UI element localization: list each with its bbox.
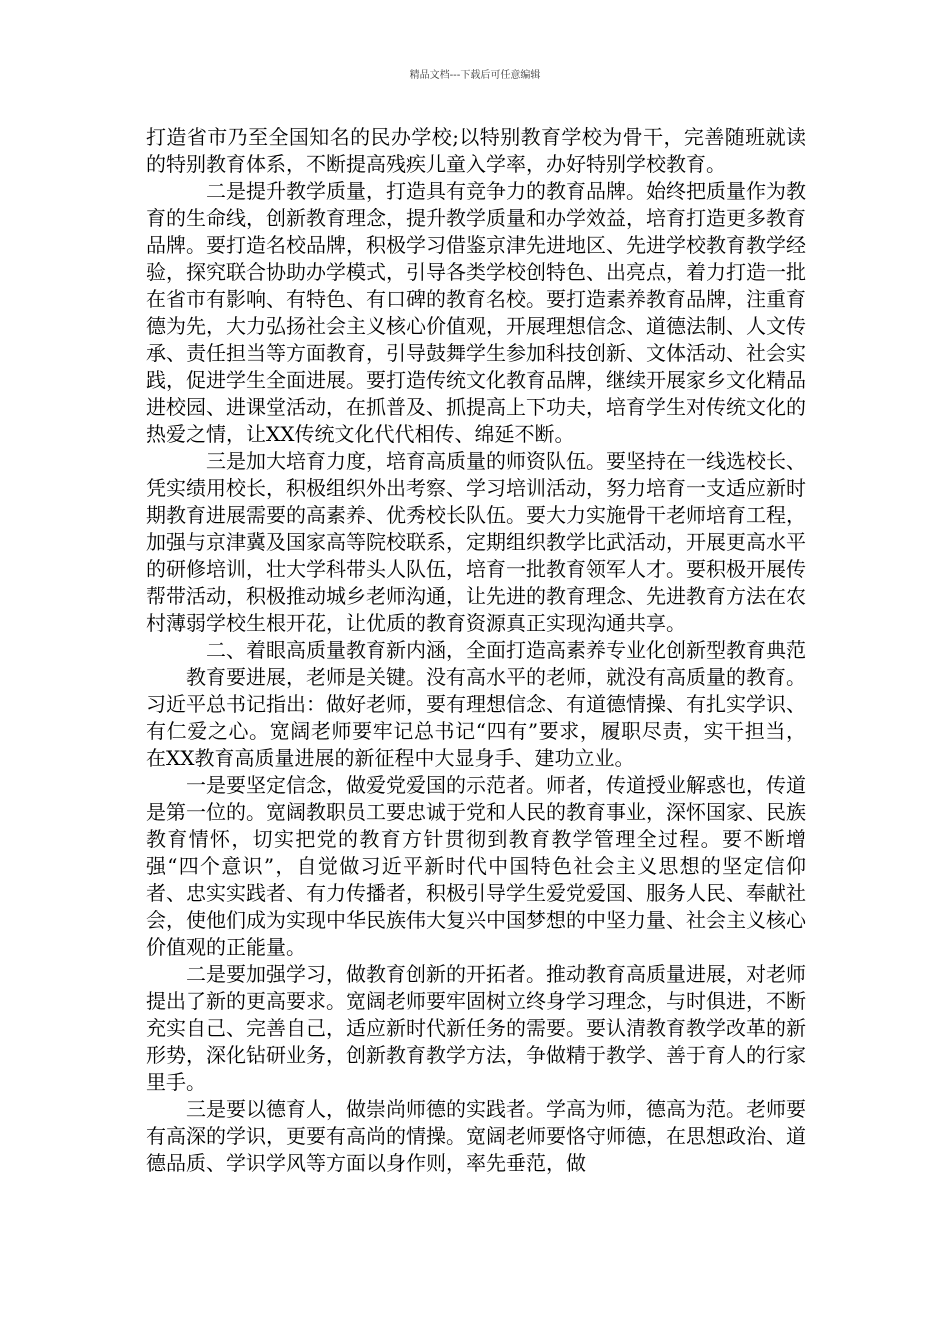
paragraph: 一是要坚定信念，做爱党爱国的示范者。师者，传道授业解惑也，传道是第一位的。宽阔教职员工要忠诚于党和人民的教育事业，深怀国家、民族教育情怀，切实把党的教育方针贯彻到教育教学管理全过程。要不断增强“四个意识”，自觉做习近平新时代中国特色社会主义思想的坚定信仰者、忠实实践者、有力传播者，积极引导学生爱党爱国、服务人民、奉献社会，使他们成为实现中华民族伟大复兴中国梦想的中坚力量、社会主义核心价值观的正能量。 [146, 773, 806, 959]
section-heading: 二、着眼高质量教育新内涵，全面打造高素养专业化创新型教育典范 [206, 638, 806, 662]
paragraph: 二是要加强学习，做教育创新的开拓者。推动教育高质量进展，对老师提出了新的更高要求。宽阔老师要牢固树立终身学习理念，与时俱进，不断充实自己、完善自己，适应新时代新任务的需要。要认清教育教学改革的新形势，深化钻研业务，创新教育教学方法，争做精于教学、善于育人的行家里手。 [146, 962, 806, 1094]
paragraph: 打造省市乃至全国知名的民办学校;以特别教育学校为骨干，完善随班就读的特别教育体系，不断提高残疾儿童入学率，办好特别学校教育。 [146, 125, 806, 176]
document-body [146, 124, 806, 1177]
paragraph: 三是要以德育人，做崇尚师德的实践者。学高为师，德高为范。老师要有高深的学识，更要有高尚的情操。宽阔老师要恪守师德，在思想政治、道德品质、学识学风等方面以身作则，率先垂范，做 [146, 1097, 806, 1175]
paragraph: 三是加大培育力度，培育高质量的师资队伍。要坚持在一线选校长、凭实绩用校长，积极组织外出考察、学习培训活动，努力培育一支适应新时期教育进展需要的高素养、优秀校长队伍。要大力实施骨干老师培育工程，加强与京津冀及国家高等院校联系，定期组织教学比武活动，开展更高水平的研修培训，壮大学科带头人队伍，培育一批教育领军人才。要积极开展传帮带活动，积极推动城乡老师沟通，让先进的教育理念、先进教育方法在农村薄弱学校生根开花，让优质的教育资源真正实现沟通共享。 [146, 449, 806, 635]
page-header: 精品文档---下载后可任意编辑 [409, 70, 541, 81]
paragraph: 教育要进展，老师是关键。没有高水平的老师，就没有高质量的教育。习近平总书记指出：做好老师，要有理想信念、有道德情操、有扎实学识、有仁爱之心。宽阔老师要牢记总书记“四有”要求，履职尽责，实干担当，在XX教育高质量进展的新征程中大显身手、建功立业。 [146, 665, 806, 770]
paragraph: 二是提升教学质量，打造具有竞争力的教育品牌。始终把质量作为教育的生命线，创新教育理念，提升教学质量和办学效益，培育打造更多教育品牌。要打造名校品牌，积极学习借鉴京津先进地区、先进学校教育教学经验，探究联合协助办学模式，引导各类学校创特色、出亮点，着力打造一批在省市有影响、有特色、有口碑的教育名校。要打造素养教育品牌，注重育德为先，大力弘扬社会主义核心价值观，开展理想信念、道德法制、人文传承、责任担当等方面教育，引导鼓舞学生参加科技创新、文体活动、社会实践，促进学生全面进展。要打造传统文化教育品牌，继续开展家乡文化精品进校园、进课堂活动，在抓普及、抓提高上下功夫，培育学生对传统文化的热爱之情，让XX传统文化代代相传、绵延不断。 [146, 179, 806, 446]
